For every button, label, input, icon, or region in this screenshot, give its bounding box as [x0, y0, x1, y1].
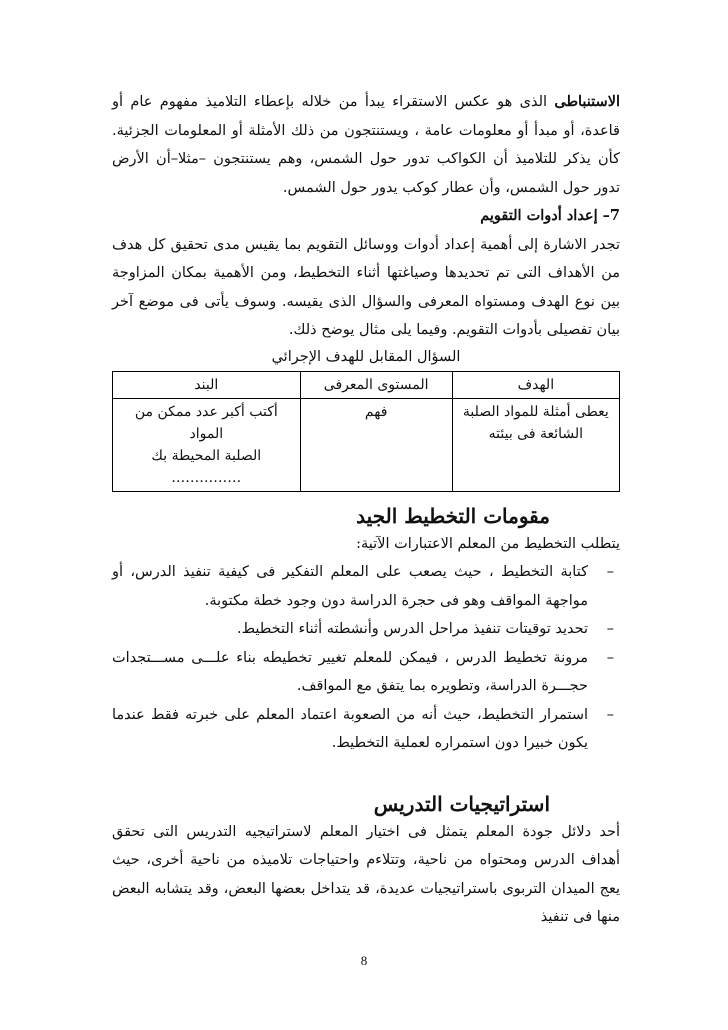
- item-line-1: أكتب أكبر عدد ممكن من المواد: [134, 403, 278, 442]
- strategies-title: استراتيجيات التدريس: [373, 791, 550, 816]
- header-level: المستوى المعرفى: [300, 371, 452, 398]
- intro-lead-term: الاستنباطى: [554, 93, 620, 110]
- list-item: – استمرار التخطيط، حيث أنه من الصعوبة اعتماد المعلم على خبرته فقط عندما يكون خبيرا دون استمراره لعملية التخطيط.: [112, 701, 620, 758]
- cell-goal: [452, 398, 619, 491]
- planning-intro: يتطلب التخطيط من المعلم الاعتبارات الآتية:: [356, 535, 620, 552]
- intro-paragraph: [112, 88, 620, 202]
- goal-line-1: يعطى أمثلة للمواد الصلبة: [462, 403, 609, 420]
- header-goal: الهدف: [452, 371, 619, 398]
- intro-text: الذى هو عكس الاستقراء يبدأ من خلاله بإعطاء التلاميذ مفهوم عام أو قاعدة، أو مبدأ أو معلومات عامة ، ويستنتجون من ذلك الأمثلة أو المعلومات الجزئية. كأن يذكر للتلاميذ أن الكواكب تدور حول الشمس، وهم يستنتجون –مثلا–أن الأرض تدور حول الشمس، وأن عطار كوكب يدور حول الشمس.: [112, 94, 620, 196]
- header-item: البند: [113, 371, 301, 398]
- goal-line-2: الشائعة فى بيئته: [488, 425, 584, 442]
- section-7-heading: 7– إعداد أدوات التقويم: [480, 207, 620, 224]
- table-row: [113, 398, 620, 491]
- objective-table: [112, 371, 620, 492]
- dash-marker: –: [606, 564, 614, 580]
- cell-item: [113, 398, 301, 491]
- section-7-body: تجدر الاشارة إلى أهمية إعداد أدوات ووسائل التقويم بما يقيس مدى تحقيق كل هدف من الأهداف التى تم تحديدها وصياغتها أثناء التخطيط، ومن الأهمية بمكان المزاوجة بين نوع الهدف ومستواه المعرفى والسؤال الذى يقيسه. وسوف يأتى فى موضع آخر بيان تفصيلى بأدوات التقويم. وفيما يلى مثال يوضح ذلك.: [112, 236, 620, 338]
- table-caption: السؤال المقابل للهدف الإجرائي: [271, 348, 461, 365]
- cell-level: فهم: [300, 398, 452, 491]
- planning-list: [112, 558, 620, 758]
- list-item: – كتابة التخطيط ، حيث يصعب على المعلم التفكير فى كيفية تنفيذ الدرس، أو مواجهة المواقف وهو فى حجرة الدراسة دون وجود خطة مكتوبة.: [112, 558, 620, 615]
- item-line-2: الصلبة المحيطة بك: [151, 447, 262, 464]
- table-header-row: [113, 371, 620, 398]
- dash-marker: –: [606, 706, 614, 723]
- page-content: [112, 88, 620, 932]
- page-number: 8: [360, 953, 368, 968]
- list-item: – تحديد توقيتات تنفيذ مراحل الدرس وأنشطته أثناء التخطيط.: [112, 615, 620, 644]
- dash-marker: –: [606, 621, 614, 637]
- dash-marker: –: [606, 649, 614, 666]
- list-item: – مرونة تخطيط الدرس ، فيمكن للمعلم تغيير تخطيطه بناء علـــى مســـتجدات حجـــرة الدراسة، وتطويره بما يتفق مع المواقف.: [112, 644, 620, 701]
- strategies-body: أحد دلائل جودة المعلم يتمثل فى اختيار المعلم لاستراتيجيه التدريس التى تحقق أهداف الدرس ومحتواه من ناحية، وتتلاءم واحتياجات تلاميذه من ناحية أخرى، حيث يعج الميدان التربوى باستراتيجيات عديدة، قد يتداخل بعضها البعض، وقد يتشابه البعض منها فى تنفيذ: [112, 823, 620, 925]
- item-line-3: ……………: [171, 469, 242, 486]
- planning-title: مقومات التخطيط الجيد: [356, 503, 550, 528]
